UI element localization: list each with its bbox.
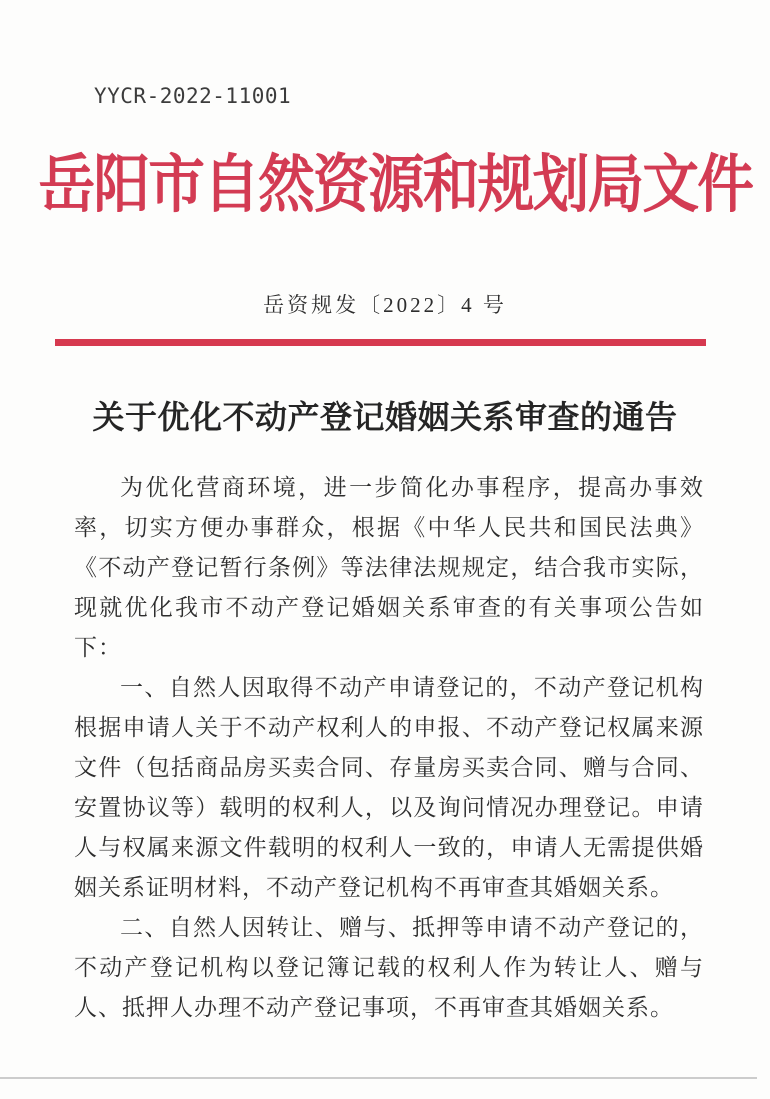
body-paragraph-item-2: 二、自然人因转让、赠与、抵押等申请不动产登记的，不动产登记机构以登记簿记载的权利人作为转让人、赠与人、抵押人办理不动产登记事项，不再审查其婚姻关系。 (74, 915, 704, 1020)
doc-code: YYCR-2022-11001 (94, 84, 292, 108)
red-divider-rule (55, 339, 706, 346)
document-title: 关于优化不动产登记婚姻关系审查的通告 (92, 399, 678, 435)
body-paragraph-intro: 为优化营商环境，进一步简化办事程序，提高办事效率，切实方便办事群众，根据《中华人民共和国民法典》《不动产登记暂行条例》等法律法规规定，结合我市实际，现就优化我市不动产登记婚姻关系审查的有关事项公告如下： (74, 475, 704, 660)
document-body (74, 468, 704, 1028)
reference-number: 岳资规发〔2022〕4 号 (263, 293, 507, 317)
scan-edge-line (0, 1077, 757, 1079)
agency-header: 岳阳市自然资源和规划局文件 (38, 150, 753, 220)
body-paragraph-item-1: 一、自然人因取得不动产申请登记的，不动产登记机构根据申请人关于不动产权利人的申报、不动产登记权属来源文件（包括商品房买卖合同、存量房买卖合同、赠与合同、安置协议等）载明的权利人，以及询问情况办理登记。申请人与权属来源文件载明的权利人一致的，申请人无需提供婚姻关系证明材料，不动产登记机构不再审查其婚姻关系。 (74, 675, 704, 900)
